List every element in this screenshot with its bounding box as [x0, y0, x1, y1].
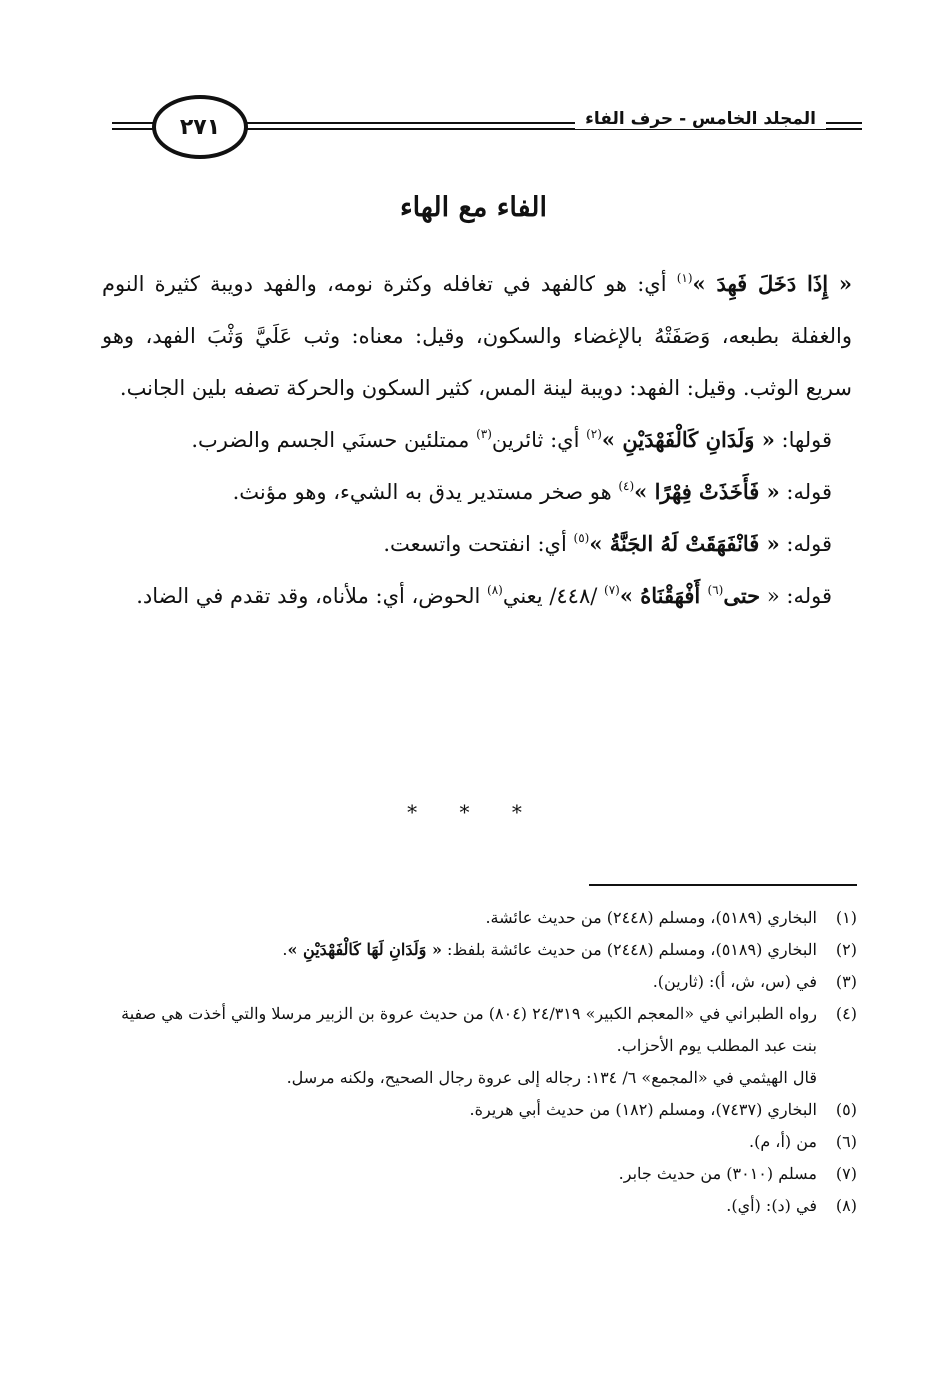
footnote-item	[97, 1158, 857, 1190]
footnote-text-part: .	[282, 940, 288, 959]
footnote-text-part: البخاري (٥١٨٩)، ومسلم (٢٤٤٨) من حديث عائشة بلفظ:	[441, 940, 817, 959]
paragraph-3	[102, 466, 852, 518]
footnote-number: (١)	[835, 908, 857, 927]
footnote-text: البخاري (٧٤٣٧)، ومسلم (١٨٢) من حديث أبي هريرة.	[469, 1100, 817, 1119]
footnote-ref: (٧)	[604, 583, 620, 597]
footnote-text: قال الهيثمي في «المجمع» ٦/ ١٣٤: رجاله إلى عروة رجال الصحيح، ولكنه مرسل.	[286, 1068, 817, 1087]
footnote-ref: (٢)	[586, 427, 602, 441]
footnote-ref: (٥)	[573, 531, 590, 545]
paragraph-text: أي: هو كالفهد في تغافله وكثرة نومه، والفهد دويبة كثيرة النوم والغفلة بطبعه، وَصَفَتْهُ بالإغضاء والسكون، وقيل: معناه: وثب عَلَيَّ وَثْبَ الفهد، وهو سريع الوثب. وقيل: الفهد: دويبة لينة المس، كثير السكون والحركة تصفه بلين الجانب.	[102, 272, 852, 400]
paragraph-4	[102, 518, 852, 570]
footnote-number: (٧)	[835, 1164, 857, 1183]
paragraph-text: ممتلئين حسنَي الجسم والضرب.	[191, 428, 477, 452]
footnote-item	[97, 934, 857, 966]
paragraph-text: /٤٤٨/ يعني	[502, 584, 605, 608]
paragraph-lead: قوله:	[779, 532, 832, 556]
footnote-number: (٢)	[835, 940, 857, 959]
footnote-ref: (٤)	[618, 479, 635, 493]
footnote-rule	[589, 884, 857, 886]
paragraph-text: الحوض، أي: ملأناه، وقد تقدم في الضاد.	[136, 584, 487, 608]
page-header	[112, 95, 862, 165]
footnote-number: (٦)	[835, 1132, 857, 1151]
paragraph-text: أي: انفتحت واتسعت.	[383, 532, 574, 556]
footnote-item	[97, 1126, 857, 1158]
footnote-item	[97, 1190, 857, 1222]
hadith-quote: « إِذَا دَخَلَ فَهِدَ »	[692, 271, 852, 296]
body-text	[102, 258, 852, 622]
footnote-number: (٤)	[835, 1004, 857, 1023]
footnote-number: (٨)	[835, 1196, 857, 1215]
paragraph-text: أي: ثائرين	[491, 428, 587, 452]
footnote-item	[97, 1094, 857, 1126]
footnote-item	[97, 966, 857, 998]
footnote-text: من (أ، م).	[748, 1132, 817, 1151]
footnote-item	[97, 998, 857, 1062]
footnote-ref: (٨)	[487, 583, 503, 597]
paragraph-1	[102, 258, 852, 414]
footnote-item	[97, 902, 857, 934]
hadith-quote: « فَانْفَهَقَتْ لَهُ الجَنَّةُ »	[589, 531, 780, 556]
paragraph-lead: قولها:	[774, 428, 832, 452]
section-heading: الفاء مع الهاء	[399, 192, 548, 223]
footnote-text: رواه الطبراني في «المعجم الكبير» ٢٤/٣١٩ (٨٠٤) من حديث عروة بن الزبير مرسلا والتي أخذت هي صفية بنت عبد المطلب يوم الأحزاب.	[121, 1004, 817, 1055]
footnote-number	[817, 1062, 857, 1094]
paragraph-2	[102, 414, 852, 466]
hadith-quote: « فَأَخَذَتْ فِهْرًا »	[634, 479, 780, 504]
footnote-ref: (١)	[676, 271, 693, 285]
footnote-ref: (٣)	[476, 427, 492, 441]
section-separator: * * *	[407, 800, 540, 824]
footnote-text: مسلم (٣٠١٠) من حديث جابر.	[618, 1164, 817, 1183]
paragraph-text: هو صخر مستدير يدق به الشيء، وهو مؤنث.	[232, 480, 619, 504]
hadith-quote: « وَلَدَانِ لَهَا كَالْفَهْدَيْنِ »	[287, 940, 442, 959]
footnote-number: (٥)	[835, 1100, 857, 1119]
paragraph-lead: قوله: «	[760, 584, 832, 608]
footnote-number: (٣)	[835, 972, 857, 991]
paragraph-lead: قوله:	[779, 480, 832, 504]
running-title: المجلد الخامس - حرف الفاء	[575, 109, 826, 129]
footnote-text: في (س، ش، أ): (ثارين).	[652, 972, 817, 991]
paragraph-5	[102, 570, 852, 622]
page-number: ٢٧١	[152, 95, 248, 159]
footnote-text	[97, 934, 817, 966]
footnote-text: في (د): (أي).	[726, 1196, 817, 1215]
hadith-quote: أَفْهَقْنَاهُ »	[619, 583, 708, 608]
hadith-quote: حتى	[723, 583, 761, 608]
footnote-ref: (٦)	[707, 583, 724, 597]
footnotes	[97, 902, 857, 1222]
footnote-text: البخاري (٥١٨٩)، ومسلم (٢٤٤٨) من حديث عائشة.	[485, 908, 817, 927]
hadith-quote: « وَلَدَانِ كَالْفَهْدَيْنِ »	[601, 427, 775, 452]
footnote-item	[97, 1062, 857, 1094]
